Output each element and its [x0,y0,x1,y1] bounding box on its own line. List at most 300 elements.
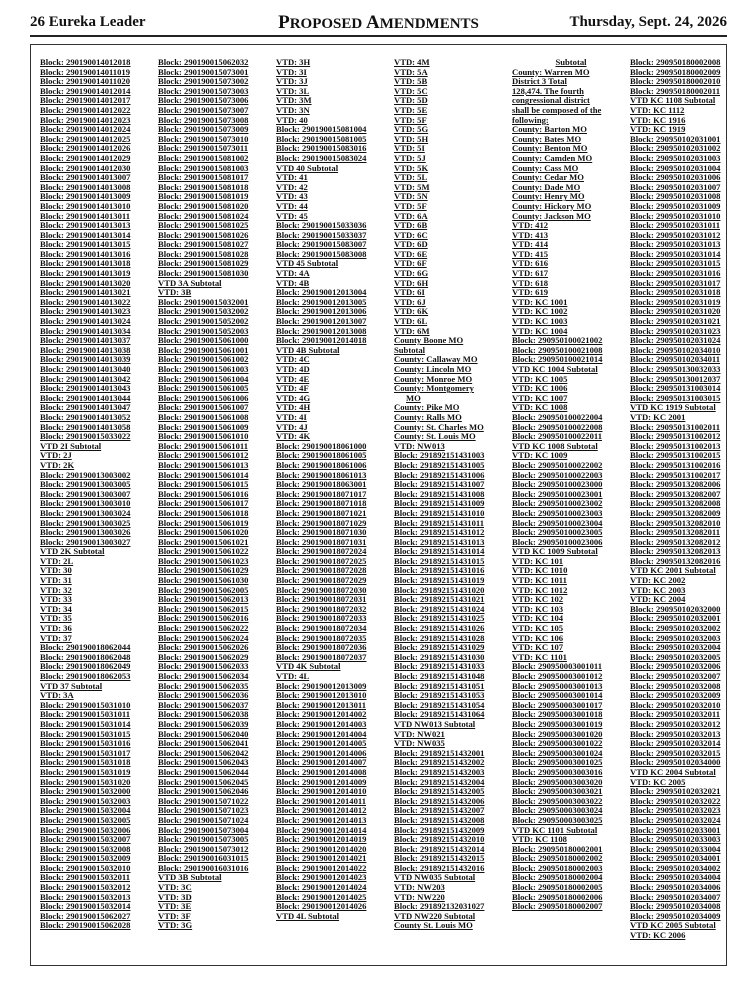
column-3-entry: Block: 290190018072028 [276,566,367,576]
column-2-entry: Block: 290190015061020 [158,528,249,538]
column-6-entry: Block: 290950132082006 [630,480,721,490]
section-title-initial-1: P [278,12,290,33]
column-3-entry: Block: 290190012014024 [276,883,367,893]
column-4-entry: VTD: 6L [394,317,428,327]
column-5-entry: VTD: 617 [512,269,549,279]
column-3-entry: Block: 290190018072034 [276,624,367,634]
column-1-entry: Block: 290190015031014 [40,719,131,729]
column-2-entry: Block: 290190015081017 [158,173,249,183]
column-4-entry: VTD: 5A [394,67,428,77]
column-3-entry: Block: 290190018072031 [276,595,367,605]
column-2-entry: Block: 290190015081025 [158,221,249,231]
column-3-entry: Block: 290190018071031 [276,537,367,547]
column-3-entry: VTD: 4B [276,278,310,288]
column-3-entry: Block: 290190012013008 [276,326,367,336]
column-2-entry: VTD: 3E [158,902,192,912]
column-4-entry: County: St. Louis MO [394,432,476,442]
column-2-entry: Block: 290190015081028 [158,249,249,259]
column-4-entry: VTD: 5F [394,115,427,125]
column-5-entry: VTD: KC 1010 [512,566,568,576]
column-1-entry: Block: 290190014013016 [40,249,131,259]
column-6-entry: Block: 290950102034002 [630,863,721,873]
column-2-entry: VTD: 3D [158,892,192,902]
column-6-entry: Block: 290950131002017 [630,470,721,480]
column-6-entry: Block: 290950102032014 [630,739,721,749]
column-4-entry: VTD NW013 Subtotal [394,719,476,729]
column-5-entry: Block: 290950180002004 [512,873,603,883]
column-4-entry: Block: 291892151431026 [394,624,485,634]
column-6-entry: Block: 290950131002012 [630,432,721,442]
column-1-entry: VTD: 35 [40,614,72,624]
column-4-entry: Block: 291892151432008 [394,815,485,825]
column-1-entry: Block: 290190013003024 [40,508,131,518]
column-1-entry: Block: 290190014012024 [40,125,131,135]
column-2-entry: Block: 290190015062046 [158,787,249,797]
section-title-initial-2: A [365,12,380,33]
column-2-entry: Block: 290190015073001 [158,67,249,77]
column-3-entry: Block: 290190012014012 [276,806,367,816]
column-4-entry: VTD: NW013 [394,441,445,451]
column-3-entry: VTD: 3J [276,77,308,87]
text-column-2 [158,58,276,931]
column-5-entry: Block: 290950100023001 [512,489,603,499]
column-5-entry: VTD: 618 [512,278,549,288]
column-6-entry: VTD: KC 2006 [630,931,686,941]
column-1-entry: Block: 290190014012017 [40,96,131,106]
column-3-entry: Block: 290190018063001 [276,480,367,490]
column-3-entry: Block: 290190012014025 [276,892,367,902]
column-1-entry: Block: 290190014013047 [40,403,131,413]
column-5-entry: VTD: 414 [512,240,549,250]
column-2-entry: Block: 290190015052002 [158,317,249,327]
column-3-entry: Block: 290190018072025 [276,556,367,566]
column-6-entry: VTD: KC 1112 [630,105,685,115]
column-4-entry: VTD: 6F [394,259,427,269]
column-1-entry: Block: 290190015032011 [40,873,130,883]
column-2-entry: Block: 290190015073006 [158,96,249,106]
column-6-entry: Block: 290950131003015 [630,393,721,403]
column-6-entry: Block: 290950131002016 [630,460,721,470]
column-5-entry: VTD: KC 102 [512,595,564,605]
column-3-entry: Block: 290190012014002 [276,710,367,720]
column-6-entry: VTD: KC 1919 [630,125,686,135]
column-3-entry: VTD: 40 [276,115,308,125]
column-2-entry: Block: 290190015081027 [158,240,249,250]
column-4-entry: VTD: 5K [394,163,429,173]
column-3-entry: VTD 4K Subtotal [276,662,341,672]
column-4-entry: VTD: NW021 [394,729,445,739]
column-2-entry: Block: 290190015081020 [158,201,249,211]
column-3-entry: Block: 290190018072037 [276,652,367,662]
column-1-entry: Block: 290190014013039 [40,355,131,365]
column-4-entry: VTD: 6G [394,269,429,279]
column-6-entry: Block: 290950102034001 [630,854,721,864]
column-6-entry: VTD KC 1919 Subtotal [630,403,716,413]
column-5-entry: County: Benton MO [512,144,588,154]
column-5-entry: following: [512,115,549,125]
column-1-entry: Block: 290190014013010 [40,201,131,211]
column-3-entry: VTD: 3H [276,58,311,67]
column-4-entry: County Boone MO [394,336,464,346]
column-4-entry: Block: 291892151431014 [394,547,485,557]
column-3-entry: Block: 290190012014019 [276,835,367,845]
column-1-entry: Block: 290190014013034 [40,326,131,336]
column-6-entry: Block: 290950102031020 [630,307,721,317]
column-5-entry: VTD: KC 1007 [512,393,568,403]
column-6-entry: Block: 290950102031011 [630,221,720,231]
column-4-entry: Block: 291892151431020 [394,585,485,595]
column-6-entry: Block: 290950102031019 [630,297,721,307]
column-6-entry: Block: 290950131003014 [630,384,721,394]
column-5-entry: Block: 290950180002005 [512,883,603,893]
column-6-entry: Block: 290950102032010 [630,700,721,710]
column-6-entry: Block: 290950102032009 [630,691,721,701]
column-5-entry: Block: 290950100022003 [512,470,603,480]
column-2-entry: Block: 290190015073005 [158,835,249,845]
column-5-entry: District 3 Total [512,77,567,87]
column-6-entry: Block: 290950102032006 [630,662,721,672]
column-3-entry: Block: 290190012014020 [276,844,367,854]
column-2-entry: Block: 290190015061017 [158,499,249,509]
column-6-entry: Block: 290950131002011 [630,422,720,432]
column-4-entry: VTD: 6M [394,326,430,336]
column-5-entry: VTD KC 1101 Subtotal [512,825,598,835]
column-2-entry: Block: 290190015061001 [158,345,249,355]
column-2-entry: Block: 290190015073011 [158,144,248,154]
column-6-entry: Block: 290950102032004 [630,643,721,653]
column-4-entry: Block: 291892151431021 [394,595,485,605]
column-5-entry: Block: 290950003003020 [512,777,603,787]
column-2-entry: Block: 290190015071023 [158,806,249,816]
column-1-entry: Block: 290190014012029 [40,153,131,163]
column-6-entry: Block: 290950102032015 [630,748,721,758]
column-1-entry: Block: 290190018062048 [40,652,131,662]
page-number-and-paper: 26 Eureka Leader [30,14,146,30]
column-6-entry: Block: 290950102032008 [630,681,721,691]
column-3-entry: Block: 290190012014005 [276,739,367,749]
column-1-entry: Block: 290190015031020 [40,777,131,787]
column-3-entry: VTD: 4G [276,393,311,403]
column-3-entry: VTD: 4D [276,365,310,374]
column-1-entry: Block: 290190015031019 [40,767,131,777]
column-3-entry: VTD: 44 [276,201,308,211]
column-5-entry: Block: 290950100023006 [512,537,603,547]
column-2-entry: VTD: 3F [158,911,191,921]
column-1-entry: Block: 290190014013038 [40,345,131,355]
column-2-entry: Block: 290190015052003 [158,326,249,336]
column-2-entry: Block: 290190015061022 [158,547,249,557]
column-3-entry: Block: 290190012014023 [276,873,367,883]
column-1-entry: VTD: 32 [40,585,72,595]
column-2-entry: Block: 290190015073010 [158,134,249,144]
column-6-entry: Block: 290950102034008 [630,902,721,912]
column-2-entry: VTD: 3C [158,883,192,893]
column-6-entry: Block: 290950102032001 [630,614,721,624]
column-1-entry: Block: 290190015032014 [40,902,131,912]
column-5-entry: County: Dade MO [512,182,581,192]
column-6-entry: Block: 290950102031003 [630,153,721,163]
column-5-entry: VTD: KC 1108 [512,835,567,845]
column-2-entry: Block: 290190015062034 [158,672,249,681]
column-6-entry: Block: 290950102034009 [630,911,721,921]
column-6-entry: Block: 290950102032003 [630,633,721,643]
column-5-entry: VTD: KC 103 [512,604,564,614]
column-5-entry: VTD: 415 [512,249,549,259]
column-6-entry: Block: 290950102032007 [630,672,721,681]
column-6-entry: Block: 290950102031002 [630,144,721,154]
column-1-entry: Block: 290190014013009 [40,192,131,202]
column-3-entry: Block: 290190012013011 [276,700,366,710]
column-6-entry: Block: 290950102032002 [630,624,721,634]
column-3-entry: VTD: 42 [276,182,308,192]
column-6-entry: Block: 290950102032011 [630,710,720,720]
column-4-entry: VTD: 5M [394,182,430,192]
column-4-entry: Block: 291892151431019 [394,576,485,586]
column-4-entry: Block: 291892151431016 [394,566,485,576]
column-6-entry: Block: 290950102031004 [630,163,721,173]
column-3-entry: Block: 290190015033036 [276,221,367,231]
column-6-entry: Block: 290950102032024 [630,815,721,825]
column-5-entry: Block: 290950003001012 [512,672,603,681]
column-2-entry: Block: 290190015081030 [158,269,249,279]
column-4-entry: Block: 291892151432015 [394,854,485,864]
column-1-entry: Block: 290190014013011 [40,211,130,221]
column-1-entry: VTD: 37 [40,633,72,643]
column-1-entry: Block: 290190015032013 [40,892,131,902]
column-5-entry: Subtotal [555,58,587,67]
column-1-entry: Block: 290190013003010 [40,499,131,509]
column-2-entry: Block: 290190015081024 [158,211,249,221]
column-3-entry: Block: 290190015033037 [276,230,367,240]
column-3-entry: VTD: 3I [276,67,307,77]
column-6-entry: Block: 290950180002008 [630,58,721,67]
column-2-entry: Block: 290190015061030 [158,576,249,586]
column-4-entry: Block: 291892151432007 [394,806,485,816]
column-1-entry: Block: 290190015032003 [40,796,131,806]
column-1-entry: Block: 290190015032007 [40,835,131,845]
column-3-entry: Block: 290190018072035 [276,633,367,643]
column-5-entry: Block: 290950003001022 [512,739,603,749]
column-5-entry: Block: 290950100023004 [512,518,603,528]
column-4-entry: Block: 291892151431010 [394,508,485,518]
column-6-entry: Block: 290950102031023 [630,326,721,336]
column-2-entry: Block: 290190015061013 [158,460,249,470]
column-3-entry: VTD: 43 [276,192,308,202]
column-6-entry: Block: 290950102032021 [630,787,721,797]
column-4-entry: Block: 291892151431006 [394,470,485,480]
column-3-entry: Block: 290190012014013 [276,815,367,825]
column-2-entry: VTD: 3G [158,921,193,931]
column-3-entry: VTD: 4C [276,355,310,365]
column-3-entry: Block: 290190012014007 [276,758,367,768]
column-6-entry: Block: 290950132082013 [630,547,721,557]
column-6-entry: VTD KC 2001 Subtotal [630,566,716,576]
column-5-entry: VTD: KC 1005 [512,374,568,384]
column-1-entry: Block: 290190013003026 [40,528,131,538]
column-3-entry: Block: 290190018071018 [276,499,367,509]
column-5-entry: VTD: KC 1006 [512,384,568,394]
column-1-entry: Block: 290190014013052 [40,412,131,422]
column-6-entry: Block: 290950102034010 [630,345,721,355]
column-5-entry: VTD: KC 1011 [512,576,567,586]
column-4-entry: Block: 291892151431025 [394,614,485,624]
column-6-entry: Block: 290950132082011 [630,528,720,538]
column-2-entry: Block: 290190015062016 [158,614,249,624]
column-4-entry: VTD: 6C [394,230,428,240]
header-rule [30,35,727,37]
column-5-entry: Block: 290950003001025 [512,758,603,768]
column-3-entry: VTD 45 Subtotal [276,259,339,269]
column-2-entry: Block: 290190015061015 [158,480,249,490]
column-1-entry: Block: 290190014013024 [40,317,131,327]
column-2-entry: Block: 290190015061002 [158,355,249,365]
column-1-entry: Block: 290190014012025 [40,134,131,144]
column-1-entry: Block: 290190013003005 [40,480,131,490]
column-6-entry: Block: 290950102031001 [630,134,721,144]
column-2-entry: Block: 290190015062040 [158,729,249,739]
column-6-entry: Block: 290950102031007 [630,182,721,192]
column-3-entry: Block: 290190012014018 [276,336,367,346]
column-1-entry: VTD: 2K [40,460,75,470]
column-6-entry: Block: 290950102034007 [630,892,721,902]
column-2-entry: Block: 290190015073002 [158,77,249,87]
column-6-entry: Block: 290950180002011 [630,86,720,96]
column-5-entry: VTD KC 1009 Subtotal [512,547,598,557]
column-2-entry: Block: 290190015062045 [158,777,249,787]
column-5-entry: VTD: KC 105 [512,624,564,634]
column-1-entry: Block: 290190015032006 [40,825,131,835]
issue-date: Thursday, Sept. 24, 2026 [569,14,727,30]
column-1-entry: Block: 290190014013043 [40,384,131,394]
column-1-entry: Block: 290190015033022 [40,432,131,442]
column-6-entry: Block: 290950132082007 [630,489,721,499]
column-2-entry: Block: 290190015061008 [158,412,249,422]
section-title-rest-1: ROPOSED [289,16,366,32]
column-3-entry: Block: 290190018071017 [276,489,367,499]
column-4-entry: Block: 291892151431051 [394,681,485,691]
column-5-entry: Block: 290950180002003 [512,863,603,873]
column-3-entry: VTD: 4F [276,384,309,394]
column-3-entry: Block: 290190012014010 [276,787,367,797]
column-5-entry: Block: 290950100022002 [512,460,603,470]
column-1-entry: Block: 290190014013040 [40,365,131,374]
column-6-entry: Block: 290950102031016 [630,269,721,279]
column-6-entry: Block: 290950102034000 [630,758,721,768]
column-1-entry: Block: 290190014011020 [40,77,130,87]
column-5-entry: VTD: 616 [512,259,549,269]
column-6-entry: Block: 290950102033003 [630,835,721,845]
column-1-entry: Block: 290190014013022 [40,297,131,307]
page-header [30,10,727,34]
column-3-entry: Block: 290190015081005 [276,134,367,144]
column-5-entry: VTD: KC 107 [512,643,564,653]
column-5-entry: VTD: KC 1101 [512,652,567,662]
column-5-entry: VTD: KC 1008 [512,403,568,413]
column-2-entry: Block: 290190015061005 [158,384,249,394]
column-5-entry: County: Barton MO [512,125,587,135]
column-2-entry: Block: 290190015081029 [158,259,249,269]
column-4-entry: VTD: 5I [394,144,425,154]
column-6-entry: Block: 290950102031014 [630,249,721,259]
column-5-entry: 128,474. The fourth [512,86,584,96]
column-4-entry: Block: 291892151431013 [394,537,485,547]
column-5-entry: Block: 290950100023003 [512,508,603,518]
column-5-entry: Block: 290950100021002 [512,336,603,346]
column-4-entry: Block: 291892151431030 [394,652,485,662]
column-3-entry: Block: 290190018061005 [276,451,367,461]
column-1-entry: VTD: 36 [40,624,72,634]
column-2-entry: VTD 3B Subtotal [158,873,222,883]
column-3-entry: Block: 290190012014026 [276,902,367,912]
column-3-entry: Block: 290190012013005 [276,297,367,307]
column-1-entry: Block: 290190015031011 [40,710,130,720]
column-2-entry: VTD 3A Subtotal [158,278,222,288]
column-3-entry: Block: 290190018072036 [276,643,367,653]
column-1-entry: VTD: 34 [40,604,72,614]
column-5-entry: County: Warren MO [512,67,590,77]
column-2-entry: Block: 290190015062038 [158,710,249,720]
column-4-entry: VTD: 6D [394,240,428,250]
column-3-entry: VTD: 4H [276,403,311,413]
column-1-entry: Block: 290190015031010 [40,700,131,710]
column-5-entry: VTD: 412 [512,221,549,231]
column-4-entry: Block: 291892151431033 [394,662,485,672]
column-2-entry: Block: 290190015071022 [158,796,249,806]
column-6-entry: VTD: KC 2004 [630,595,686,605]
column-6-entry: Block: 290950102031012 [630,230,721,240]
column-3-entry: Block: 290190012014014 [276,825,367,835]
column-6-entry: Block: 290950102031018 [630,288,721,298]
column-2-entry: Block: 290190015061006 [158,393,249,403]
column-6-entry: Block: 290950132082016 [630,556,721,566]
column-5-entry: Block: 290950003001024 [512,748,603,758]
column-2-entry: Block: 290190015081003 [158,163,249,173]
section-title-rest-2: MENDMENTS [379,16,479,32]
column-3-entry: VTD: 4A [276,269,310,279]
column-5-entry: Block: 290950180002006 [512,892,603,902]
column-3-entry: VTD: 4K [276,432,311,442]
column-3-entry: Block: 290190018072032 [276,604,367,614]
column-1-entry: Block: 290190014012023 [40,115,131,125]
column-5-entry: Block: 290950100022004 [512,412,603,422]
column-2-entry: Block: 290190015062041 [158,739,249,749]
column-4-entry: County: Montgomery [394,384,474,394]
column-6-entry: Block: 290950102031010 [630,211,721,221]
column-1-entry: Block: 290190013003025 [40,518,131,528]
column-3-entry: Block: 290190012014011 [276,796,366,806]
column-2-entry: Block: 290190015061003 [158,365,249,374]
column-4-entry: Block: 291892151431011 [394,518,484,528]
column-4-entry: VTD: 5E [394,105,428,115]
column-1-entry: Block: 290190014012018 [40,58,131,67]
column-1-entry: VTD 2K Subtotal [40,547,105,557]
column-4-entry: Block: 291892151431015 [394,556,485,566]
column-3-entry: Block: 290190018071030 [276,528,367,538]
column-3-entry: Block: 290190012013004 [276,288,367,298]
column-6-entry: VTD: KC 2005 [630,777,686,787]
column-6-entry: Block: 290950102031021 [630,317,721,327]
column-5-entry: Block: 290950003003022 [512,796,603,806]
column-4-entry: VTD: 5H [394,134,429,144]
column-2-entry: Block: 290190015061012 [158,451,249,461]
column-3-entry: Block: 290190018061013 [276,470,367,480]
column-5-entry: Block: 290950003001020 [512,729,603,739]
column-4-entry: VTD: 6H [394,278,429,288]
column-3-entry: Block: 290190015081004 [276,125,367,135]
column-2-entry: Block: 290190015062029 [158,652,249,662]
column-6-entry: Block: 290950102032023 [630,806,721,816]
column-4-entry: Block: 291892151432002 [394,758,485,768]
